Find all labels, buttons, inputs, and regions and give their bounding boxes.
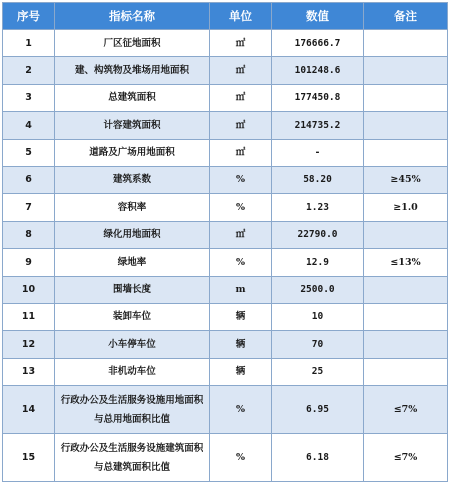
table-header-row — [3, 3, 448, 30]
cell-note — [364, 57, 448, 84]
cell-value: 12.9 — [272, 249, 364, 276]
cell-unit: 辆 — [210, 358, 272, 385]
cell-no: 11 — [3, 303, 55, 330]
cell-value: 70 — [272, 331, 364, 358]
cell-name: 绿地率 — [55, 249, 210, 276]
table-row — [3, 112, 448, 139]
table-row — [3, 84, 448, 111]
header-name: 指标名称 — [55, 3, 210, 30]
header-no: 序号 — [3, 3, 55, 30]
cell-value: 176666.7 — [272, 30, 364, 57]
table-row — [3, 30, 448, 57]
cell-unit: % — [210, 434, 272, 482]
header-value: 数值 — [272, 3, 364, 30]
cell-note — [364, 331, 448, 358]
cell-no: 7 — [3, 194, 55, 221]
cell-no: 13 — [3, 358, 55, 385]
cell-note — [364, 276, 448, 303]
cell-unit: ㎡ — [210, 84, 272, 111]
table-row — [3, 221, 448, 248]
cell-no: 8 — [3, 221, 55, 248]
cell-no: 9 — [3, 249, 55, 276]
cell-name: 绿化用地面积 — [55, 221, 210, 248]
cell-note — [364, 30, 448, 57]
cell-value: 1.23 — [272, 194, 364, 221]
table-row — [3, 358, 448, 385]
cell-unit: m — [210, 276, 272, 303]
cell-value: 214735.2 — [272, 112, 364, 139]
cell-value: 6.18 — [272, 434, 364, 482]
cell-value: 6.95 — [272, 386, 364, 434]
cell-unit: ㎡ — [210, 57, 272, 84]
indicator-table — [2, 2, 448, 482]
cell-unit: % — [210, 194, 272, 221]
cell-unit: ㎡ — [210, 112, 272, 139]
cell-note: ≥1.0 — [364, 194, 448, 221]
table-row — [3, 139, 448, 166]
table-row — [3, 249, 448, 276]
table-row — [3, 303, 448, 330]
cell-name: 总建筑面积 — [55, 84, 210, 111]
cell-name: 行政办公及生活服务设施建筑面积与总建筑面积比值 — [55, 434, 210, 482]
cell-name: 非机动车位 — [55, 358, 210, 385]
cell-note — [364, 112, 448, 139]
cell-name: 厂区征地面积 — [55, 30, 210, 57]
cell-value: 22790.0 — [272, 221, 364, 248]
cell-note: ≥45% — [364, 166, 448, 193]
cell-name: 道路及广场用地面积 — [55, 139, 210, 166]
indicator-table-container — [2, 2, 448, 482]
table-row — [3, 434, 448, 482]
table-row — [3, 194, 448, 221]
cell-unit: % — [210, 386, 272, 434]
cell-no: 2 — [3, 57, 55, 84]
cell-value: - — [272, 139, 364, 166]
cell-no: 1 — [3, 30, 55, 57]
cell-name: 建、构筑物及堆场用地面积 — [55, 57, 210, 84]
cell-name: 计容建筑面积 — [55, 112, 210, 139]
cell-no: 12 — [3, 331, 55, 358]
cell-unit: 辆 — [210, 303, 272, 330]
cell-unit: % — [210, 249, 272, 276]
cell-note: ≤13% — [364, 249, 448, 276]
cell-note — [364, 221, 448, 248]
cell-no: 15 — [3, 434, 55, 482]
cell-note — [364, 358, 448, 385]
header-note: 备注 — [364, 3, 448, 30]
cell-value: 25 — [272, 358, 364, 385]
cell-value: 2500.0 — [272, 276, 364, 303]
cell-value: 10 — [272, 303, 364, 330]
cell-note: ≤7% — [364, 386, 448, 434]
cell-no: 10 — [3, 276, 55, 303]
cell-name: 行政办公及生活服务设施用地面积与总用地面积比值 — [55, 386, 210, 434]
table-row — [3, 276, 448, 303]
cell-unit: ㎡ — [210, 30, 272, 57]
cell-unit: % — [210, 166, 272, 193]
cell-unit: 辆 — [210, 331, 272, 358]
cell-value: 101248.6 — [272, 57, 364, 84]
cell-name: 装卸车位 — [55, 303, 210, 330]
cell-no: 3 — [3, 84, 55, 111]
cell-name: 小车停车位 — [55, 331, 210, 358]
cell-note — [364, 84, 448, 111]
cell-unit: ㎡ — [210, 221, 272, 248]
cell-note — [364, 303, 448, 330]
table-row — [3, 166, 448, 193]
cell-note: ≤7% — [364, 434, 448, 482]
cell-value: 177450.8 — [272, 84, 364, 111]
cell-unit: ㎡ — [210, 139, 272, 166]
cell-name: 建筑系数 — [55, 166, 210, 193]
cell-no: 14 — [3, 386, 55, 434]
table-row — [3, 331, 448, 358]
table-row — [3, 386, 448, 434]
cell-name: 容积率 — [55, 194, 210, 221]
cell-no: 5 — [3, 139, 55, 166]
cell-value: 58.20 — [272, 166, 364, 193]
cell-no: 4 — [3, 112, 55, 139]
cell-name: 围墙长度 — [55, 276, 210, 303]
cell-no: 6 — [3, 166, 55, 193]
cell-note — [364, 139, 448, 166]
header-unit: 单位 — [210, 3, 272, 30]
table-row — [3, 57, 448, 84]
